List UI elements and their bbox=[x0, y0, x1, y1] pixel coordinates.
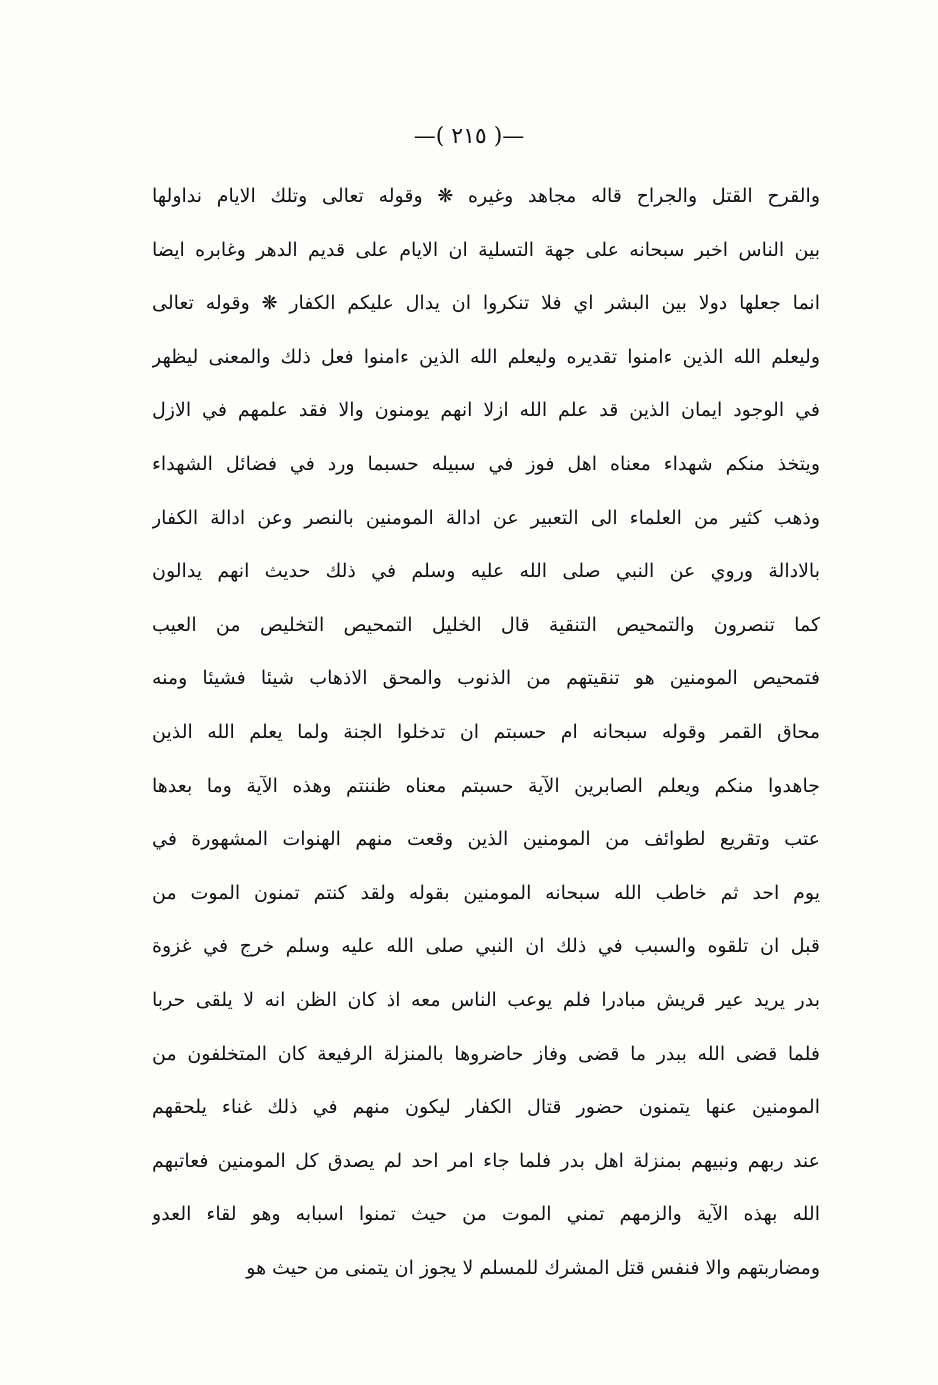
text-line: انما جعلها دولا بين البشر اي فلا تنكروا ان يدال عليكم الكفار ❋ وقوله تعالى bbox=[152, 292, 820, 315]
text-line: فلما قضى الله ببدر ما قضى وفاز حاضروها بالمنزلة الرفيعة كان المتخلفون من bbox=[152, 1042, 820, 1065]
page-number: —( ٢١٥ )— bbox=[413, 124, 525, 149]
text-line: عند ربهم ونبيهم بمنزلة اهل بدر فلما جاء امر احد لم يصدق كل المومنين فعاتبهم bbox=[152, 1149, 820, 1172]
text-line: الله بهذه الآية والزمهم تمني الموت من حيث تمنوا اسبابه وهو لقاء العدو bbox=[152, 1203, 820, 1226]
text-line: عتب وتقريع لطوائف من المومنين الذين وقعت منهم الهنوات المشهورة في bbox=[152, 828, 820, 851]
text-line: وذهب كثير من العلماء الى التعبير عن ادالة المومنين بالنصر وعن ادالة الكفار bbox=[152, 506, 820, 529]
text-line: بين الناس اخبر سبحانه على جهة التسلية ان الايام على قديم الدهر وغابره ايضا bbox=[152, 238, 820, 261]
text-line: المومنين عنها يتمنون حضور قتال الكفار ليكون منهم في ذلك غناء يلحقهم bbox=[152, 1096, 820, 1119]
text-line: والقرح القتل والجراح قاله مجاهد وغيره ❋ وقوله تعالى وتلك الايام نداولها bbox=[152, 185, 820, 207]
text-line: ومضاربتهم والا فنفس قتل المشرك للمسلم لا يجوز ان يتمنى من حيث هو bbox=[246, 1256, 820, 1279]
text-line: محاق القمر وقوله سبحانه ام حسبتم ان تدخلوا الجنة ولما يعلم الله الذين bbox=[152, 720, 820, 743]
text-line: فتمحيص المومنين هو تنقيتهم من الذنوب والمحق الاذهاب شيئا فشيئا ومنه bbox=[152, 667, 820, 690]
text-line: جاهدوا منكم ويعلم الصابرين الآية حسبتم معناه ظننتم وهذه الآية وما بعدها bbox=[152, 774, 820, 797]
text-line: بالادالة وروي عن النبي صلى الله عليه وسلم في ذلك حديث انهم يدالون bbox=[152, 560, 820, 583]
text-line: كما تنصرون والتمحيص التنقية قال الخليل التمحيص التخليص من العيب bbox=[152, 613, 820, 636]
text-line: في الوجود ايمان الذين قد علم الله ازلا انهم يومنون والا فقد علمهم في الازل bbox=[152, 399, 820, 422]
text-line: قبل ان تلقوه والسبب في ذلك ان النبي صلى الله عليه وسلم خرج في غزوة bbox=[152, 935, 820, 958]
body-text bbox=[152, 170, 820, 1295]
text-line: يوم احد ثم خاطب الله سبحانه المومنين بقوله ولقد كنتم تمنون الموت من bbox=[152, 881, 820, 904]
text-line: ويتخذ منكم شهداء معناه اهل فوز في سبيله حسبما ورد في فضائل الشهداء bbox=[152, 452, 820, 475]
text-line: وليعلم الله الذين ءامنوا تقديره وليعلم الله الذين ءامنوا فعل ذلك والمعنى ليظهر bbox=[152, 345, 820, 368]
text-line: بدر يريد عير قريش مبادرا فلم يوعب الناس معه اذ كان الظن انه لا يلقى حربا bbox=[152, 988, 820, 1011]
